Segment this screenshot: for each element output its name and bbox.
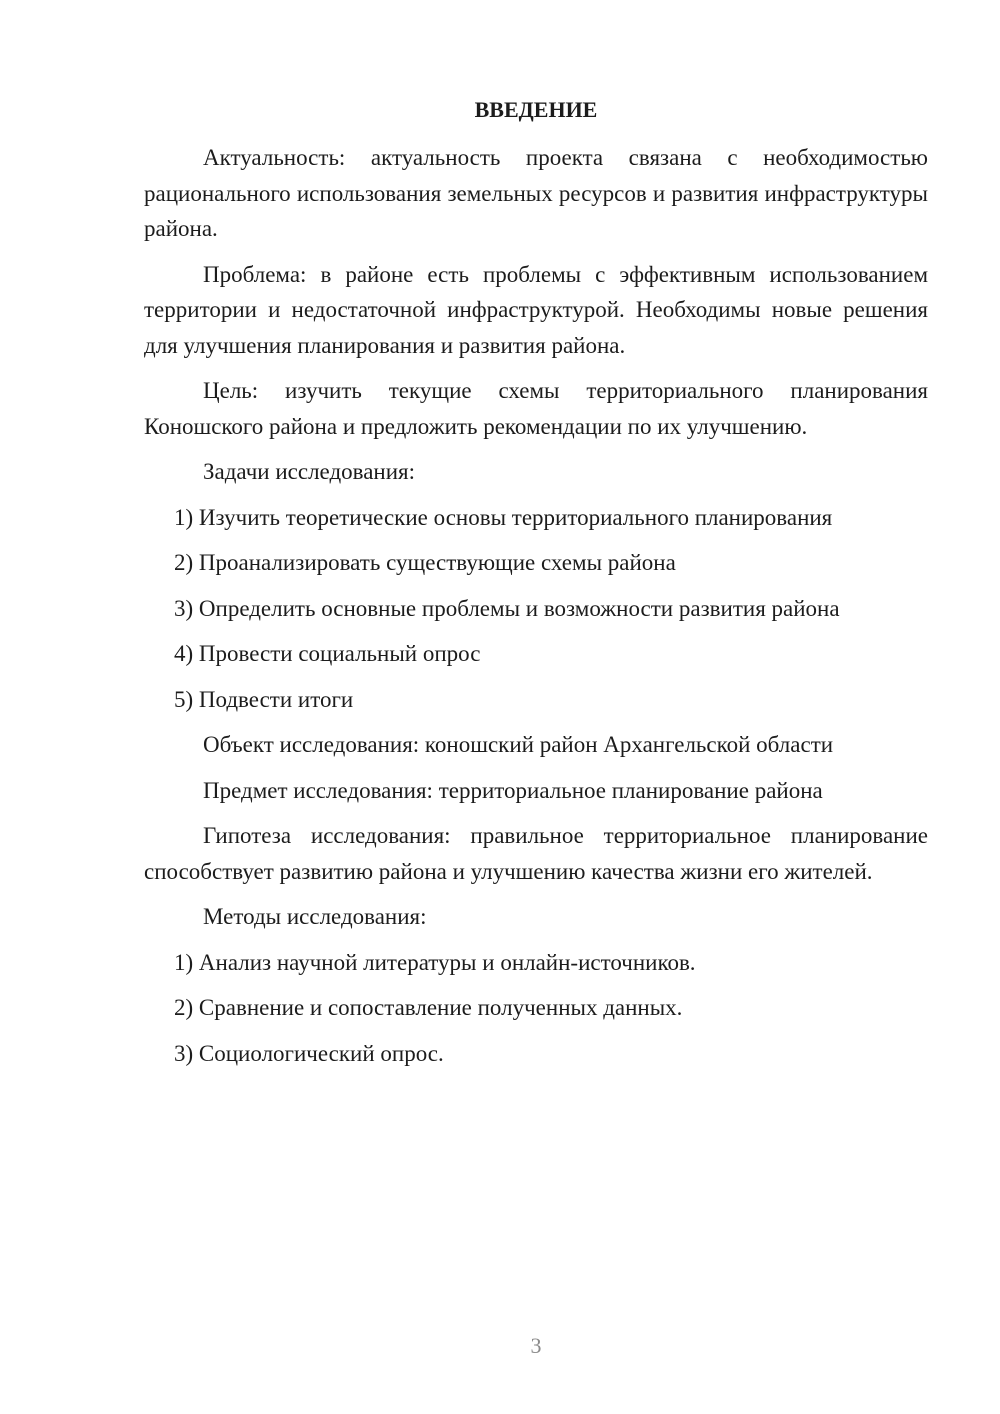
method-item: 3) Социологический опрос. xyxy=(174,1040,444,1066)
goal-paragraph: Цель: изучить текущие схемы территориального планирования Коношского района и предложить рекомендации по их улучшению. xyxy=(144,378,928,439)
document-body xyxy=(144,92,928,1081)
task-item: 3) Определить основные проблемы и возможности развития района xyxy=(174,595,840,621)
method-item: 2) Сравнение и сопоставление полученных данных. xyxy=(174,995,683,1020)
methods-title: Методы исследования: xyxy=(203,904,427,929)
page-number: 3 xyxy=(530,1333,542,1358)
subject-paragraph: Предмет исследования: территориальное планирование района xyxy=(203,777,823,803)
method-item: 1) Анализ научной литературы и онлайн-источников. xyxy=(174,949,696,975)
hypothesis-paragraph: Гипотеза исследования: правильное территориальное планирование способствует развитию района и улучшению качества жизни его жителей. xyxy=(144,823,928,884)
task-item: 5) Подвести итоги xyxy=(174,686,354,712)
tasks-title: Задачи исследования: xyxy=(203,459,416,484)
task-item: 2) Проанализировать существующие схемы района xyxy=(174,550,676,575)
relevance-paragraph: Актуальность: актуальность проекта связана с необходимостью рационального использования земельных ресурсов и развития инфраструктуры района. xyxy=(144,145,928,241)
task-item: 4) Провести социальный опрос xyxy=(174,641,481,666)
object-paragraph: Объект исследования: коношский район Архангельской области xyxy=(203,732,834,757)
section-heading: ВВЕДЕНИЕ xyxy=(474,97,598,122)
problem-paragraph: Проблема: в районе есть проблемы с эффективным использованием территории и недостаточной инфраструктурой. Необходимы новые решения для улучшения планирования и развития района. xyxy=(144,261,928,358)
task-item: 1) Изучить теоретические основы территориального планирования xyxy=(174,504,833,530)
